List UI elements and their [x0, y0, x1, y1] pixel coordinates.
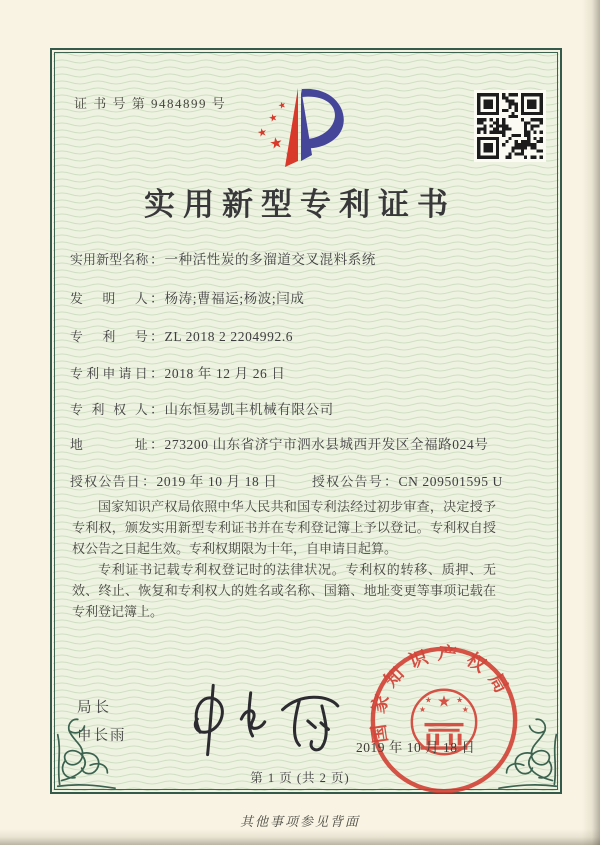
field-label: 专利申请日: [70, 367, 148, 381]
field-row-grant: [70, 470, 510, 490]
legal-paragraph-2: 专利证书记载专利权登记时的法律状况。专利权的转移、质押、无效、终止、恢复和专利权人的姓名或名称、国籍、地址变更等事项记载在专利登记簿上。: [72, 562, 496, 619]
svg-text:★: ★: [283, 144, 301, 165]
handwritten-signature: [172, 676, 350, 764]
colon: ：: [150, 291, 164, 306]
field-value: 山东恒易凯丰机械有限公司: [164, 402, 334, 417]
field-row-patentee: [70, 398, 510, 418]
field-value: ZL 2018 2 2204992.6: [164, 329, 294, 344]
field-label: 地址: [70, 438, 148, 452]
svg-text:★: ★: [461, 705, 469, 715]
grant-number-label: 授权公告号: [312, 475, 382, 489]
field-row-inventors: [70, 287, 510, 307]
field-row-filing-date: [70, 362, 510, 382]
qr-code: [474, 90, 546, 162]
svg-text:★: ★: [267, 112, 280, 126]
svg-text:★: ★: [276, 100, 288, 113]
legal-text-block: [72, 496, 496, 622]
colon: ：: [384, 474, 398, 489]
certificate-title: 实用新型专利证书: [144, 187, 456, 222]
scan-shadow-right: [582, 0, 600, 845]
corner-flourish-right: [476, 706, 562, 792]
scan-shadow-bottom: [0, 829, 600, 845]
svg-text:★: ★: [437, 692, 451, 711]
legal-paragraph-1: 国家知识产权局依照中华人民共和国专利法经过初步审查，决定授予专利权，颁发实用新型专利证书并在专利登记簿上予以登记。专利权自授权公告之日起生效。专利权期限为十年，自申请日起算。: [72, 499, 496, 556]
cnipa-logo: [252, 85, 352, 171]
signer-title: 局长: [77, 700, 112, 716]
colon: ：: [150, 402, 164, 417]
grant-publication-date: 2019 年 10 月 18 日: [356, 740, 476, 755]
svg-text:★: ★: [419, 705, 427, 715]
colon: ：: [150, 329, 164, 344]
signer-name: 申长雨: [77, 728, 127, 744]
colon: ：: [150, 252, 164, 267]
field-value: 2018 年 12 月 26 日: [164, 366, 286, 381]
colon: ：: [150, 437, 164, 452]
grant-number-group: [312, 470, 503, 490]
field-row-address: [70, 433, 510, 453]
grant-date-value: 2019 年 10 月 18 日: [156, 474, 278, 489]
field-label: 实用新型名称: [70, 253, 149, 267]
grant-date-label: 授权公告日: [70, 475, 140, 489]
grant-number-value: CN 209501595 U: [398, 474, 503, 489]
field-label: 专利权人: [70, 403, 148, 417]
corner-flourish-left: [52, 706, 138, 792]
reverse-side-note: 其他事项参见背面: [239, 814, 360, 829]
field-row-patent-number: [70, 325, 510, 345]
field-row-utility-model-name: [70, 248, 510, 268]
colon: ：: [150, 366, 164, 381]
svg-text:★: ★: [456, 695, 464, 705]
colon: ：: [142, 474, 156, 489]
field-value: 273200 山东省济宁市泗水县城西开发区全福路024号: [164, 437, 489, 452]
svg-text:★: ★: [424, 695, 432, 705]
field-value: 一种活性炭的多溜道交叉混料系统: [164, 252, 376, 267]
seal-arc-text: 国家知识产权局: [367, 643, 517, 745]
field-value: 杨涛;曹福运;杨波;闫成: [164, 291, 305, 306]
page-number: 第 1 页 (共 2 页): [250, 771, 350, 785]
field-label: 专利号: [70, 330, 148, 344]
svg-text:★: ★: [267, 133, 285, 154]
field-label: 发明人: [70, 292, 148, 306]
certificate-number: 证 书 号 第 9484899 号: [74, 96, 227, 111]
svg-text:★: ★: [256, 125, 269, 140]
